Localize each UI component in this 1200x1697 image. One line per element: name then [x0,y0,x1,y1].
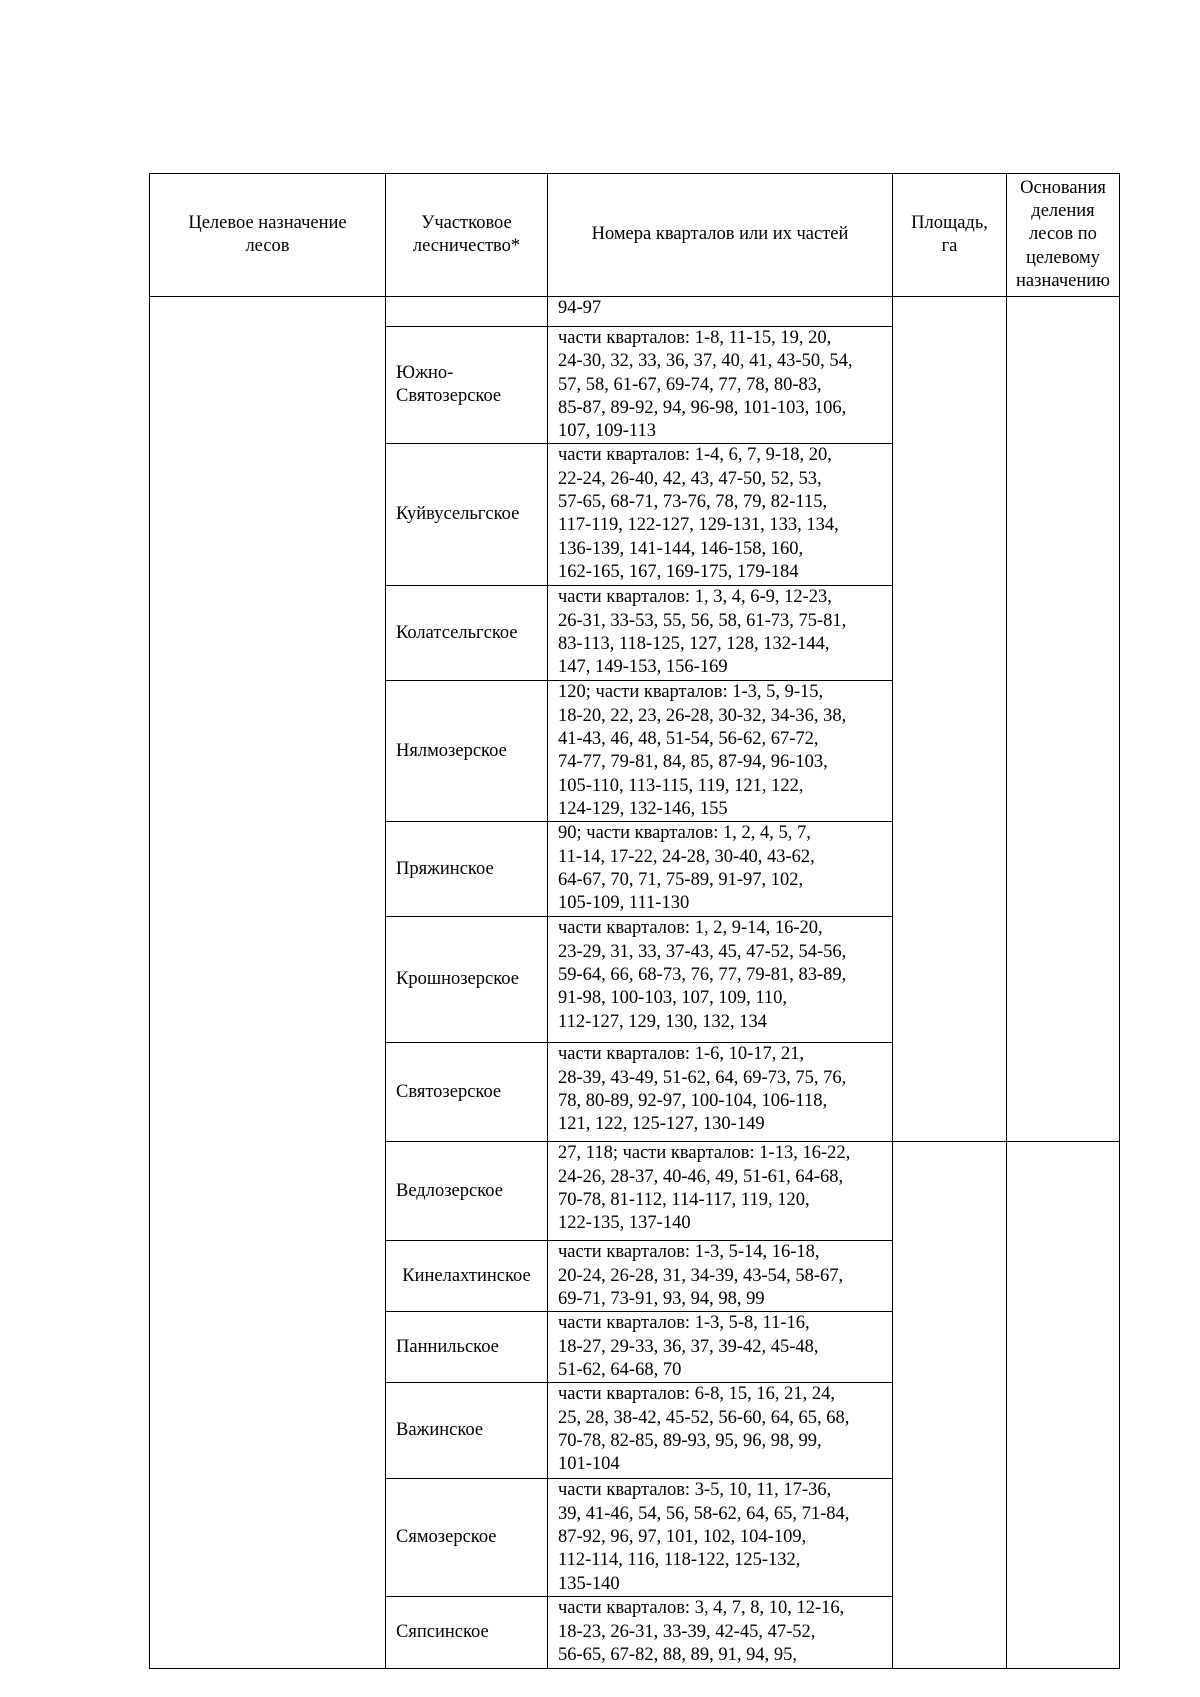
quarters-cell: 94-97 [548,297,893,327]
forestry-cell: Нялмозерское [386,681,548,822]
area-cell [893,297,1007,1142]
header-forestry: Участковое лесничество* [386,174,548,297]
quarters-cell: части кварталов: 1-8, 11-15, 19, 20, 24-30, 32, 33, 36, 37, 40, 41, 43-50, 54, 57, 58, 61-67, 69-74, 77, 78, 80-83, 85-87, 89-92, 94, 96-98, 101-103, 106, 107, 109-113 [548,327,893,444]
quarters-cell: части кварталов: 1-4, 6, 7, 9-18, 20, 22-24, 26-40, 42, 43, 47-50, 52, 53, 57-65, 68-71, 73-76, 78, 79, 82-115, 117-119, 122-127, 129-131, 133, 134, 136-139, 141-144, 146-158, 160, 162-165, 167, 169-175, 179-184 [548,444,893,586]
quarters-cell: части кварталов: 1, 2, 9-14, 16-20, 23-29, 31, 33, 37-43, 45, 47-52, 54-56, 59-64, 66, 68-73, 76, 77, 79-81, 83-89, 91-98, 100-103, 107, 109, 110, 112-127, 129, 130, 132, 134 [548,917,893,1043]
quarters-cell: части кварталов: 1-6, 10-17, 21, 28-39, 43-49, 51-62, 64, 69-73, 75, 76, 78, 80-89, 92-97, 100-104, 106-118, 121, 122, 125-127, 130-149 [548,1043,893,1142]
basis-cell [1007,297,1120,1142]
forestry-cell: Сяпсинское [386,1597,548,1669]
quarters-cell: части кварталов: 6-8, 15, 16, 21, 24, 25, 28, 38-42, 45-52, 56-60, 64, 65, 68, 70-78, 82-85, 89-93, 95, 96, 98, 99, 101-104 [548,1383,893,1479]
quarters-cell: 120; части кварталов: 1-3, 5, 9-15, 18-20, 22, 23, 26-28, 30-32, 34-36, 38, 41-43, 46, 48, 51-54, 56-62, 67-72, 74-77, 79-81, 84, 85, 87-94, 96-103, 105-110, 113-115, 119, 121, 122, 124-129, 132-146, 155 [548,681,893,822]
quarters-cell: 90; части кварталов: 1, 2, 4, 5, 7, 11-14, 17-22, 24-28, 30-40, 43-62, 64-67, 70, 71, 75-89, 91-97, 102, 105-109, 111-130 [548,822,893,917]
forestry-cell [386,297,548,327]
forestry-cell: Пряжинское [386,822,548,917]
forestry-cell: Куйвусельгское [386,444,548,586]
header-area: Площадь, га [893,174,1007,297]
purpose-cell [150,297,386,1669]
quarters-cell: 27, 118; части кварталов: 1-13, 16-22, 24-26, 28-37, 40-46, 49, 51-61, 64-68, 70-78, 81-112, 114-117, 119, 120, 122-135, 137-140 [548,1142,893,1241]
header-purpose: Целевое назначение лесов [150,174,386,297]
forestry-cell: Святозерское [386,1043,548,1142]
forestry-cell: Ведлозерское [386,1142,548,1241]
quarters-cell: части кварталов: 3, 4, 7, 8, 10, 12-16, 18-23, 26-31, 33-39, 42-45, 47-52, 56-65, 67-82, 88, 89, 91, 94, 95, [548,1597,893,1669]
basis-cell [1007,1142,1120,1669]
forestry-cell: Паннильское [386,1312,548,1383]
forestry-cell: Колатсельгское [386,586,548,681]
header-quarters: Номера кварталов или их частей [548,174,893,297]
table-row [150,297,1120,327]
forestry-cell: Кинелахтинское [386,1241,548,1312]
forestry-cell: Важинское [386,1383,548,1479]
quarters-cell: части кварталов: 1-3, 5-14, 16-18, 20-24, 26-28, 31, 34-39, 43-54, 58-67, 69-71, 73-91, 93, 94, 98, 99 [548,1241,893,1312]
area-cell [893,1142,1007,1669]
forestry-cell: Сямозерское [386,1479,548,1597]
forestry-cell: Крошнозерское [386,917,548,1043]
quarters-cell: части кварталов: 3-5, 10, 11, 17-36, 39, 41-46, 54, 56, 58-62, 64, 65, 71-84, 87-92, 96, 97, 101, 102, 104-109, 112-114, 116, 118-122, 125-132, 135-140 [548,1479,893,1597]
table-header-row [150,174,1120,297]
forestry-cell: Южно- Святозерское [386,327,548,444]
header-basis: Основания деления лесов по целевому назначению [1007,174,1120,297]
quarters-cell: части кварталов: 1-3, 5-8, 11-16, 18-27, 29-33, 36, 37, 39-42, 45-48, 51-62, 64-68, 70 [548,1312,893,1383]
forest-purpose-table [149,173,1120,1669]
quarters-cell: части кварталов: 1, 3, 4, 6-9, 12-23, 26-31, 33-53, 55, 56, 58, 61-73, 75-81, 83-113, 118-125, 127, 128, 132-144, 147, 149-153, 156-169 [548,586,893,681]
